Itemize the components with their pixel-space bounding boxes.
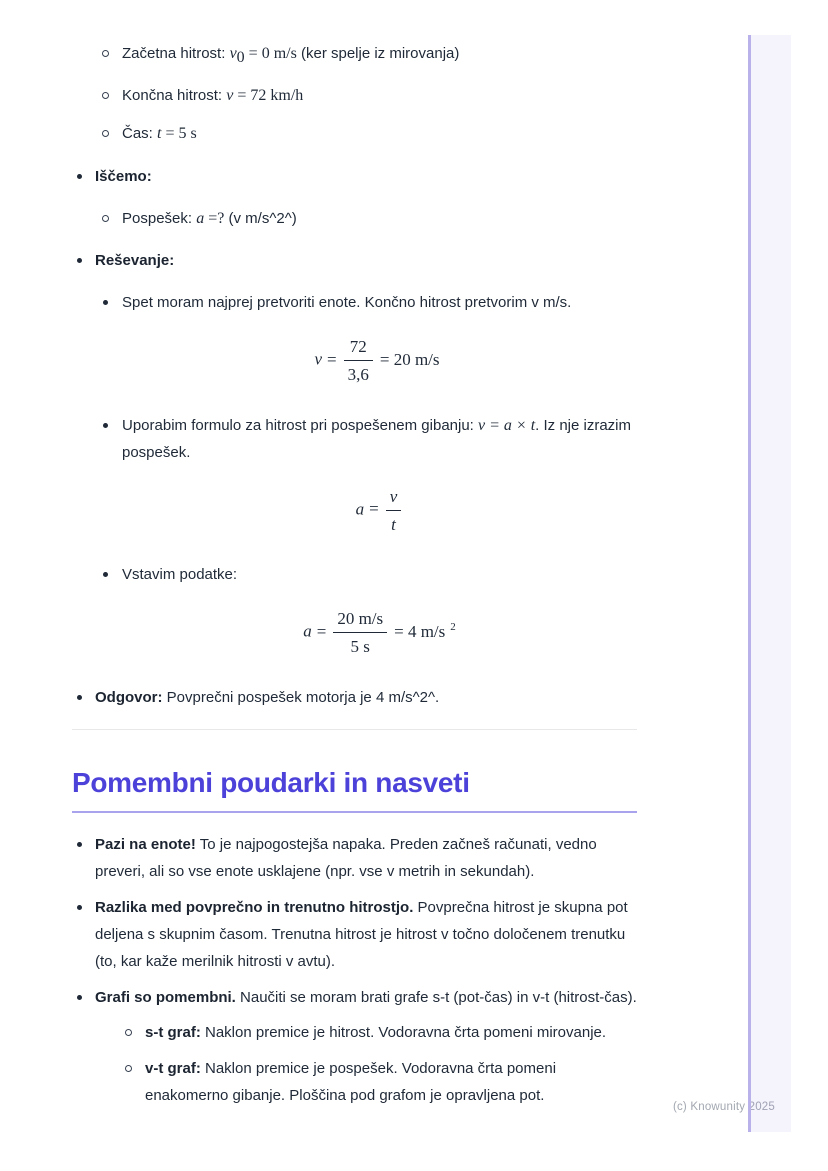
iscemo-section (72, 163, 637, 190)
math-subscript: 0 (236, 49, 245, 66)
tip-text: To je najpogostejša napaka. Preden začneš računati, vedno preveri, ali so vse enote usklajene (npr. vse v metrih in sekundah). (95, 835, 597, 880)
fraction-denominator: t (391, 514, 396, 534)
math-result: = 20 m/s (379, 349, 440, 369)
list-item (99, 120, 637, 147)
section-divider (72, 729, 637, 730)
fraction-numerator: 72 (344, 336, 373, 361)
tip-bold: Razlika med povprečno in trenutno hitrostjo. (95, 898, 414, 916)
ask-note: (v m/s^2^) (224, 210, 297, 227)
math-variable: a (196, 210, 205, 227)
formula-velocity-conversion (122, 336, 637, 386)
list-item (99, 205, 637, 232)
document-content (72, 40, 637, 1118)
tip-item (72, 894, 637, 975)
answer-label: Odgovor: (95, 688, 163, 706)
fraction (386, 486, 402, 536)
subtip-item (122, 1055, 637, 1109)
equals-sign: = (369, 499, 379, 519)
tip-item (72, 984, 637, 1109)
math-lhs: v (314, 349, 323, 369)
solution-step (99, 412, 637, 536)
page-title: Pomembni poudarki in nasveti (72, 766, 637, 813)
resevanje-section (72, 247, 637, 274)
subtip-bold: v-t graf: (145, 1059, 201, 1077)
fraction-numerator: v (386, 486, 402, 511)
section-label (72, 163, 637, 190)
graph-sublist (122, 1019, 637, 1109)
math-expression: = 72 km/h (233, 87, 304, 104)
given-label: Končna hitrost: (122, 87, 227, 104)
math-lhs: a (355, 499, 365, 519)
odgovor-section (72, 684, 637, 711)
given-note: (ker spelje iz mirovanja) (296, 45, 460, 62)
list-item (99, 82, 637, 109)
ask-label: Pospešek: (122, 210, 197, 227)
resevanje-title: Reševanje: (95, 252, 175, 269)
tip-item (72, 831, 637, 885)
math-variable: t (157, 125, 162, 142)
subtip-bold: s-t graf: (145, 1023, 201, 1041)
given-label: Čas: (122, 125, 158, 142)
copyright-footer: (c) Knowunity 2025 (672, 1101, 775, 1113)
tip-bold: Grafi so pomembni. (95, 988, 236, 1006)
fraction-numerator: 20 m/s (333, 608, 387, 633)
step-text: Spet moram najprej pretvoriti enote. Končno hitrost pretvorim v m/s. (122, 294, 572, 311)
section-label (72, 247, 637, 274)
iscemo-title: Iščemo: (95, 168, 152, 185)
math-superscript: 2 (450, 621, 456, 633)
solution-step (99, 561, 637, 658)
fraction-denominator: 3,6 (347, 365, 369, 385)
iscemo-list (99, 205, 637, 232)
math-expression: = 5 s (161, 125, 197, 142)
given-values-list (99, 40, 637, 147)
highlight-stripe (748, 35, 791, 1132)
inline-formula: v = a × t (478, 416, 536, 434)
formula-acceleration-definition (122, 486, 637, 536)
math-result: = 4 m/s (394, 621, 446, 641)
fraction (333, 608, 387, 658)
subtip-text: Naklon premice je hitrost. Vodoravna črta pomeni mirovanje. (200, 1023, 607, 1041)
tips-list (72, 831, 637, 1109)
solution-step (99, 289, 637, 386)
step-text: Uporabim formulo za hitrost pri pospešenem gibanju: (122, 416, 479, 434)
tip-bold: Pazi na enote! (95, 835, 196, 853)
equals-sign: = (327, 349, 337, 369)
math-lhs: a (303, 621, 312, 641)
fraction (344, 336, 373, 386)
tip-text: Naučiti se moram brati grafe s-t (pot-čas) in v-t (hitrost-čas). (235, 988, 637, 1006)
step-text: Vstavim podatke: (122, 566, 238, 583)
subtip-item (122, 1019, 637, 1046)
list-item (99, 40, 637, 71)
math-variable: v (226, 87, 234, 104)
solution-steps-list (99, 289, 637, 658)
given-label: Začetna hitrost: (122, 45, 230, 62)
fraction-denominator: 5 s (350, 637, 370, 657)
math-expression: = 0 m/s (244, 45, 297, 62)
tip-text: Povprečna hitrost je skupna pot deljena s skupnim časom. Trenutna hitrost je hitrost v točno določenem trenutku (to, kar kaže merilnik hitrosti v avtu). (95, 898, 628, 970)
step-text: . Iz nje izrazim pospešek. (122, 416, 632, 461)
answer-text: Povprečni pospešek motorja je 4 m/s^2^. (162, 688, 440, 706)
math-expression: =? (204, 210, 225, 227)
subtip-text: Naklon premice je pospešek. Vodoravna črta pomeni enakomerno gibanje. Ploščina pod grafom je opravljena pot. (145, 1059, 557, 1104)
answer-item (72, 684, 637, 711)
formula-acceleration-result (122, 608, 637, 658)
math-variable: v (229, 45, 237, 62)
equals-sign: = (316, 621, 327, 641)
